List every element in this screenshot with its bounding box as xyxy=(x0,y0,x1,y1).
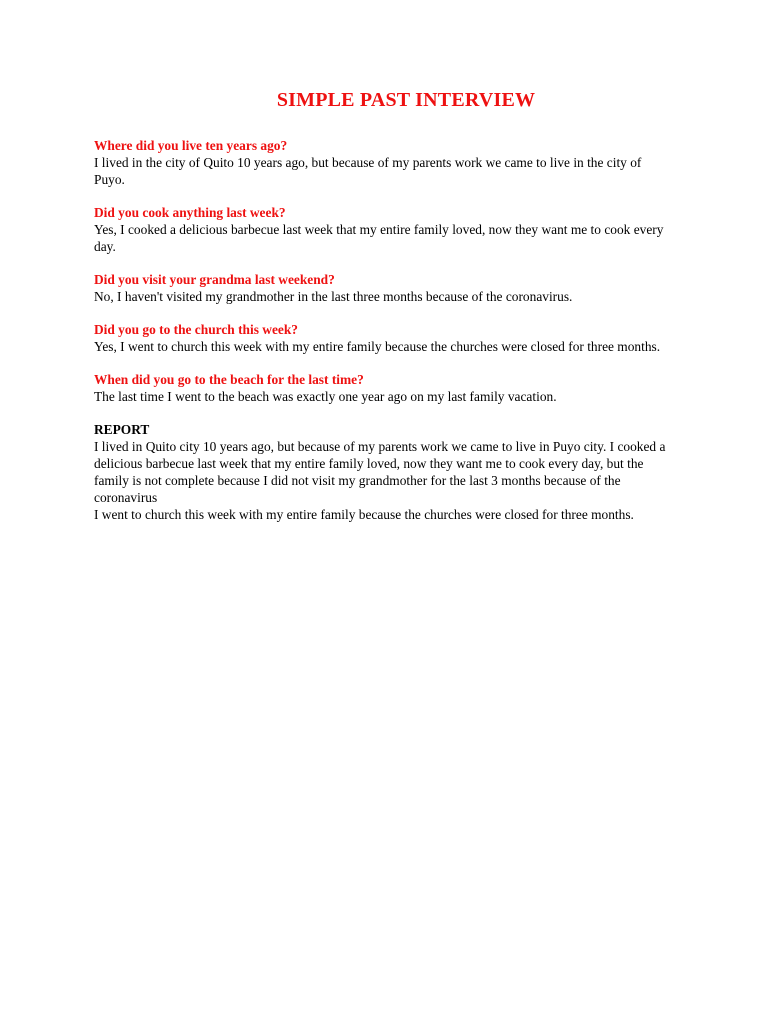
answer-text: No, I haven't visited my grandmother in the last three months because of the coronavirus. xyxy=(94,289,573,304)
question-text: Did you cook anything last week? xyxy=(94,205,286,220)
question-text: Where did you live ten years ago? xyxy=(94,138,288,153)
qa-item-2 xyxy=(94,204,674,255)
page-title: SIMPLE PAST INTERVIEW xyxy=(276,89,536,111)
qa-item-4 xyxy=(94,321,674,355)
report-section xyxy=(94,421,674,523)
report-paragraph: I lived in Quito city 10 years ago, but because of my parents work we came to live in Puyo city. I cooked a delicious barbecue last week that my entire family loved, now they want me to cook every day, but the family is not complete because I did not visit my grandmother for the last 3 months because of the coronavirus xyxy=(94,439,666,505)
answer-text: I lived in the city of Quito 10 years ago, but because of my parents work we came to live in the city of Puyo. xyxy=(94,155,642,187)
question-text: Did you go to the church this week? xyxy=(94,322,298,337)
qa-item-3 xyxy=(94,271,674,305)
answer-text: Yes, I went to church this week with my entire family because the churches were closed for three months. xyxy=(94,339,661,354)
answer-text: The last time I went to the beach was exactly one year ago on my last family vacation. xyxy=(94,389,557,404)
question-text: When did you go to the beach for the last time? xyxy=(94,372,364,387)
qa-item-1 xyxy=(94,137,674,188)
qa-item-5 xyxy=(94,371,674,405)
answer-text: Yes, I cooked a delicious barbecue last week that my entire family loved, now they want me to cook every day. xyxy=(94,222,664,254)
question-text: Did you visit your grandma last weekend? xyxy=(94,272,335,287)
document-content xyxy=(94,137,674,523)
report-paragraph: I went to church this week with my entire family because the churches were closed for three months. xyxy=(94,507,634,522)
report-heading: REPORT xyxy=(94,422,150,437)
